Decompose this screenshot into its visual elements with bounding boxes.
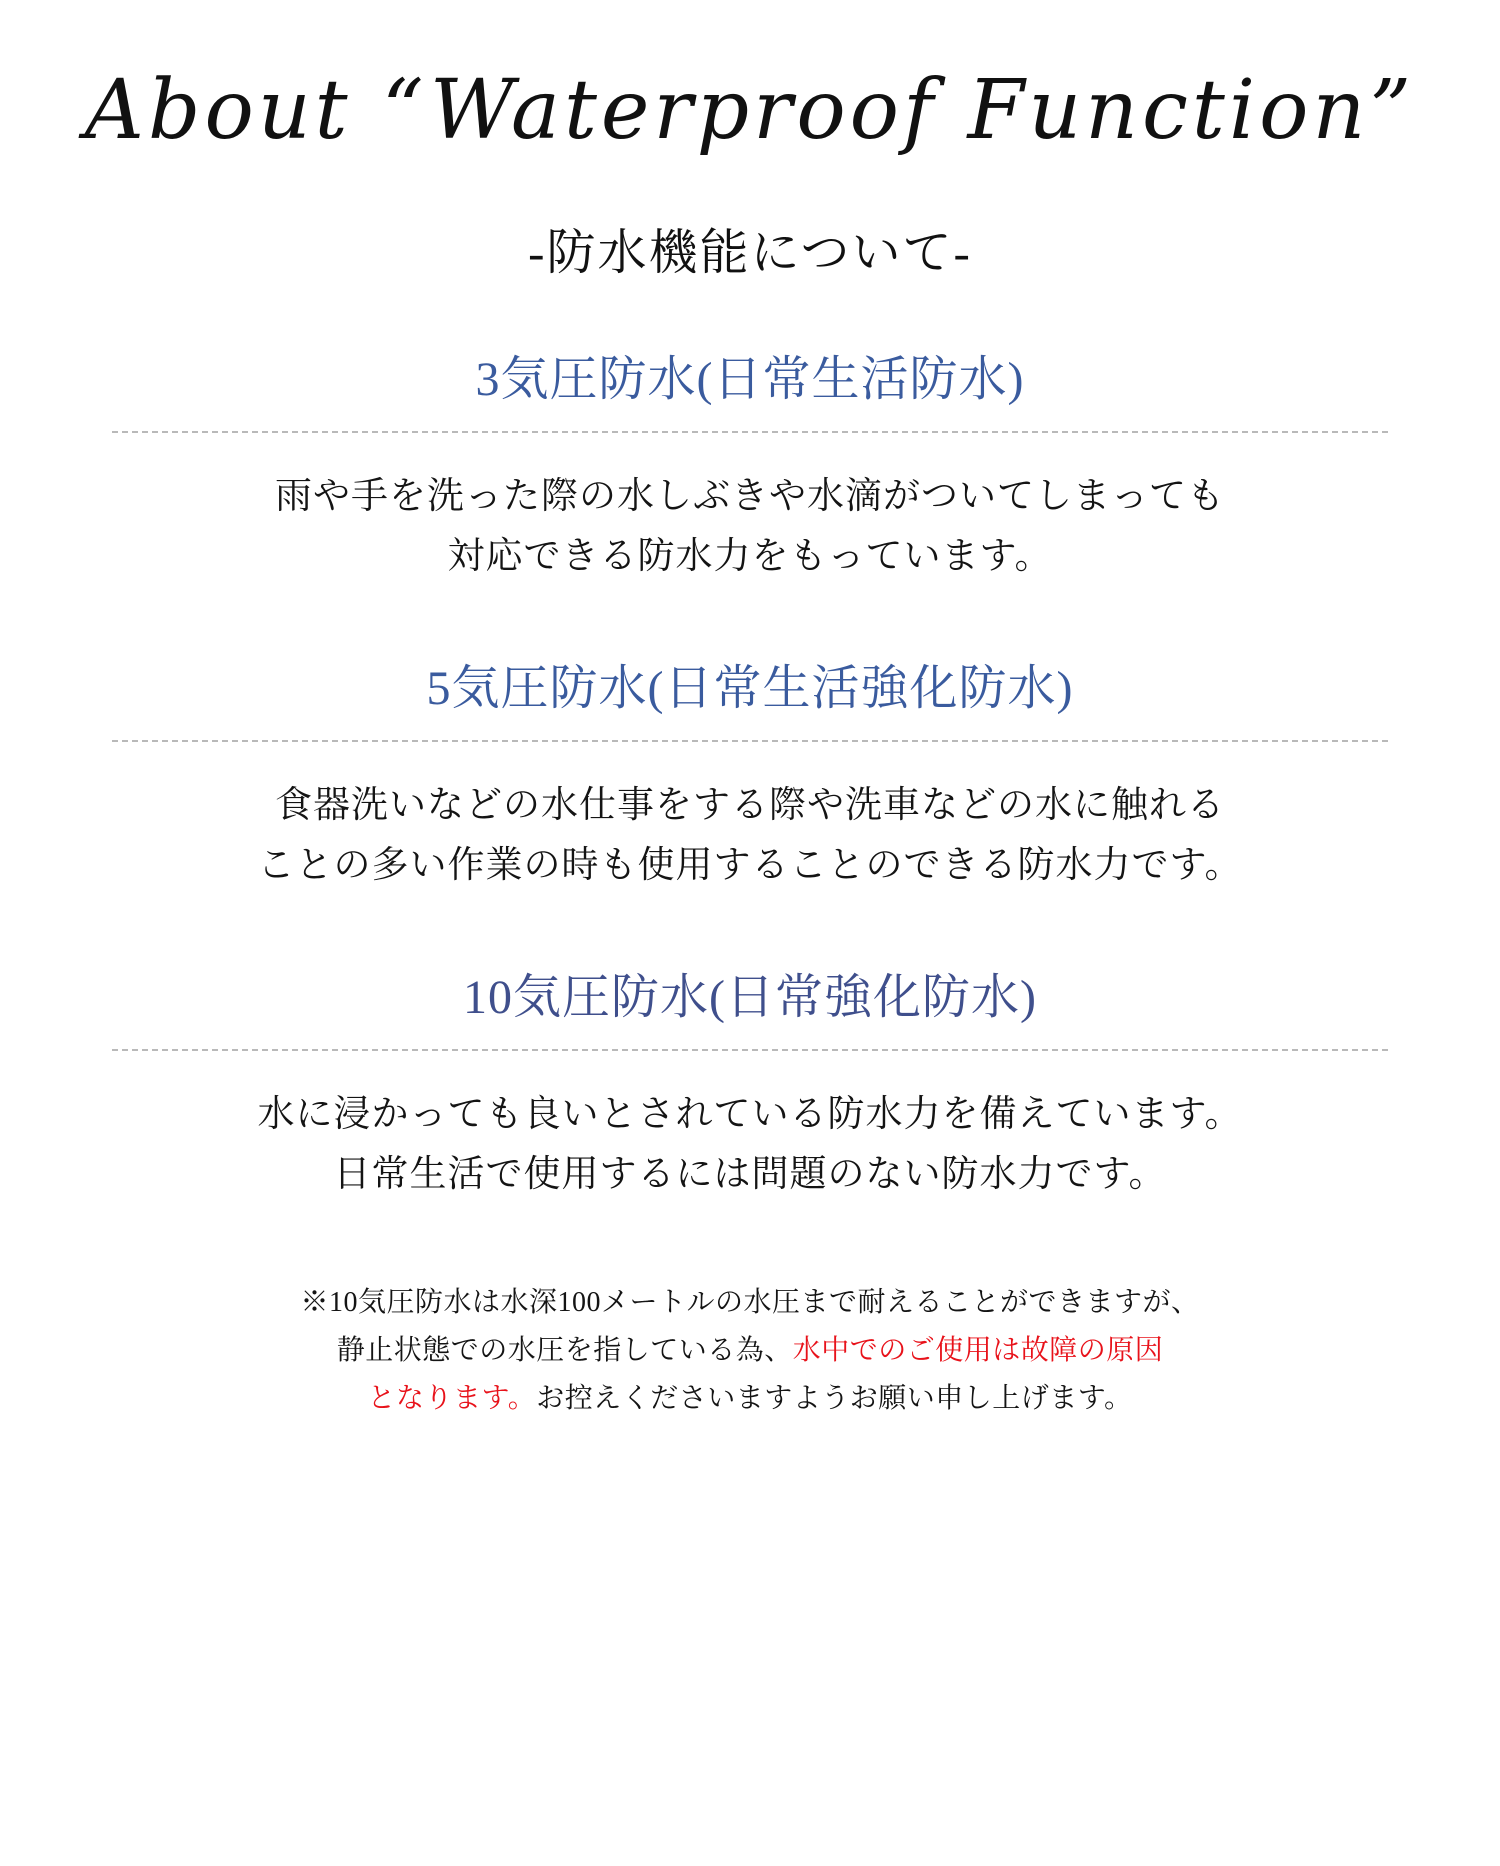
body-line: 雨や手を洗った際の水しぶきや水滴がついてしまっても — [275, 476, 1225, 518]
page-title-script: About “Waterproof Function” — [84, 63, 1416, 158]
footnote-highlight-2: となります。 — [367, 1383, 537, 1415]
section-10atm — [0, 958, 1500, 1205]
section-heading-5atm: 5気圧防水(日常生活強化防水) — [426, 662, 1074, 716]
body-line: ことの多い作業の時も使用することのできる防水力です。 — [257, 845, 1243, 886]
body-line: 対応できる防水力をもっています。 — [447, 536, 1053, 578]
section-heading-3atm: 3気圧防水(日常生活防水) — [475, 353, 1025, 407]
section-5atm — [0, 649, 1500, 896]
footnote-line-3 — [150, 1375, 1350, 1423]
section-body-5atm — [0, 776, 1500, 896]
section-body-3atm — [0, 467, 1500, 587]
section-body-10atm — [0, 1085, 1500, 1205]
section-divider — [112, 740, 1388, 742]
section-divider — [112, 1049, 1388, 1051]
body-line: 食器洗いなどの水仕事をする際や洗車などの水に触れる — [275, 785, 1225, 827]
footnote-highlight-1: 水中でのご使用は故障の原因 — [792, 1334, 1164, 1366]
footnote-line-2 — [150, 1327, 1350, 1375]
section-heading-10atm: 10気圧防水(日常強化防水) — [463, 970, 1037, 1024]
section-3atm — [0, 340, 1500, 587]
waterproof-info-page — [0, 63, 1500, 1866]
footnote-line-3-text: お控えくださいますようお願い申し上げます。 — [536, 1383, 1133, 1415]
body-line: 水に浸かっても良いとされている防水力を備えています。 — [257, 1093, 1243, 1135]
body-line: 日常生活で使用するには問題のない防水力です。 — [333, 1153, 1167, 1195]
footnote-warning — [0, 1279, 1500, 1423]
footnote-line-1: ※10気圧防水は水深100メートルの水圧まで耐えることができますが、 — [300, 1286, 1200, 1318]
section-divider — [112, 431, 1388, 433]
footnote-line-2-text: 静止状態での水圧を指している為、 — [336, 1334, 793, 1366]
page-title-japanese: -防水機能について- — [528, 225, 972, 281]
